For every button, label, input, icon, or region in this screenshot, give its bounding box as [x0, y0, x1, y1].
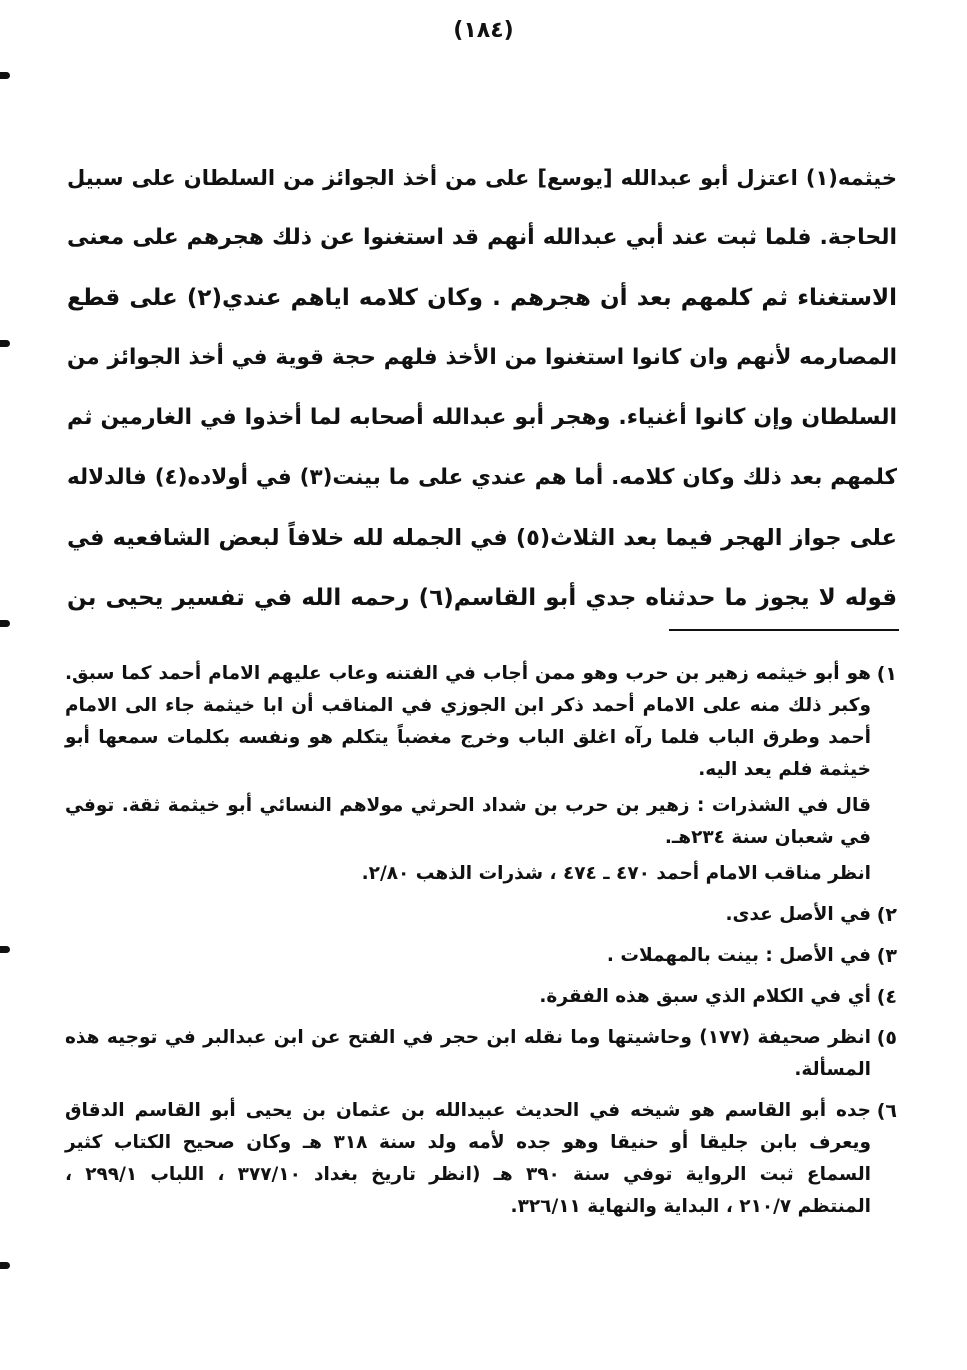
footnote-line: ويعرف بابن جليقا أو حنيقا وهو جده لأمه ولد سنة ٣١٨ هـ وكان صحيح الكتاب كثير	[65, 1132, 871, 1153]
footnote-line: المنتظم ٢١٠/٧ ، البداية والنهاية ٣٢٦/١١.	[510, 1196, 871, 1217]
main-text-line: الاستغناء ثم كلمهم بعد أن هجرهم . وكان كلامه اياهم عندي(٢) على قطع	[67, 285, 897, 311]
main-text-line: خيثمه(١) اعتزل أبو عبدالله [يوسع] على من أخذ الجوائز من السلطان على سبيل	[67, 166, 897, 190]
main-text-line: السلطان وإن كانوا أغنياء. وهجر أبو عبدالله أصحابه لما أخذوا في الغارمين ثم	[67, 405, 897, 430]
scan-edge-mark	[0, 620, 10, 627]
scan-edge-mark	[0, 946, 10, 953]
main-text	[67, 148, 897, 628]
footnote-line: وكبر ذلك منه على الامام أحمد ذكر ابن الجوزي في المناقب أن ابا خيثمة جاء الى الامام	[65, 695, 871, 716]
footnote-1	[65, 658, 897, 890]
footnote-line: في شعبان سنة ٢٣٤هـ.	[664, 827, 871, 848]
main-text-line: كلمهم بعد ذلك وكان كلامه. أما هم عندي على ما بينت(٣) في أولاده(٤) فالدلاله	[67, 465, 897, 490]
footnote-separator	[669, 629, 899, 631]
footnote-4	[65, 981, 897, 1013]
footnote-line: قال في الشذرات : زهير بن حرب بن شداد الحرثي مولاهم النسائي أبو خيثمة ثقة. توفي	[65, 795, 871, 816]
main-text-line: قوله لا يجوز ما حدثناه جدي أبو القاسم(٦) رحمه الله في تفسير يحيى بن	[67, 585, 897, 611]
scan-edge-mark	[0, 340, 10, 347]
footnote-line: أحمد وطرق الباب فلما رآه اغلق الباب وخرج مغضباً يتكلم هو ونفسه بكلمات سمعها أبو	[65, 727, 871, 748]
page-number: (١٨٤)	[453, 18, 514, 43]
footnote-line: جده أبو القاسم هو شيخه في الحديث عبيدالله بن عثمان بن يحيى أبو القاسم الدقاق	[65, 1100, 871, 1121]
main-text-line: الحاجة. فلما ثبت عند أبي عبدالله أنهم قد استغنوا عن ذلك هجرهم على معنى	[67, 225, 897, 250]
footnote-number: ٢)	[876, 904, 897, 926]
footnote-number: ٣)	[876, 945, 897, 967]
footnote-line: السماع ثبت الرواية توفي سنة ٣٩٠ هـ (انظر تاريخ بغداد ٣٧٧/١٠ ، اللباب ٢٩٩/١ ،	[65, 1164, 872, 1185]
footnote-line: هو أبو خيثمه زهير بن حرب وهو ممن أجاب في الفتنه وعاب عليهم الامام أحمد كما سبق.	[65, 663, 871, 684]
footnote-number: ١)	[876, 663, 897, 685]
footnote-number: ٦)	[876, 1100, 897, 1122]
scan-edge-mark	[0, 72, 10, 79]
footnote-line: خيثمة فلم يعد اليه.	[698, 759, 871, 780]
footnote-number: ٤)	[876, 986, 897, 1008]
main-text-line: على جواز الهجر فيما بعد الثلاث(٥) في الجمله لله خلافاً لبعض الشافعيه في	[67, 525, 897, 551]
footnote-line: انظر مناقب الامام أحمد ٤٧٠ ـ ٤٧٤ ، شذرات الذهب ٢/٨٠.	[361, 863, 871, 884]
footnote-line: المسألة.	[794, 1059, 871, 1080]
footnote-line: انظر صحيفة (١٧٧) وحاشيتها وما نقله ابن حجر في الفتح عن ابن عبدالبر في توجيه هذه	[65, 1027, 871, 1048]
footnote-2	[65, 899, 897, 931]
footnote-line: في الأصل : بينت بالمهملات .	[606, 945, 871, 966]
footnote-3	[65, 940, 897, 972]
footnote-6	[65, 1095, 897, 1223]
footnote-line: في الأصل عدى.	[725, 904, 871, 925]
main-text-line: المصارمه لأنهم وان كانوا استغنوا من الأخذ فلهم حجة قوية في أخذ الجوائز من	[67, 345, 897, 370]
footnotes	[65, 658, 897, 1232]
footnote-number: ٥)	[876, 1027, 897, 1049]
footnote-line: أي في الكلام الذي سبق هذه الفقرة.	[539, 986, 871, 1007]
scan-edge-mark	[0, 1262, 10, 1269]
footnote-5	[65, 1022, 897, 1086]
